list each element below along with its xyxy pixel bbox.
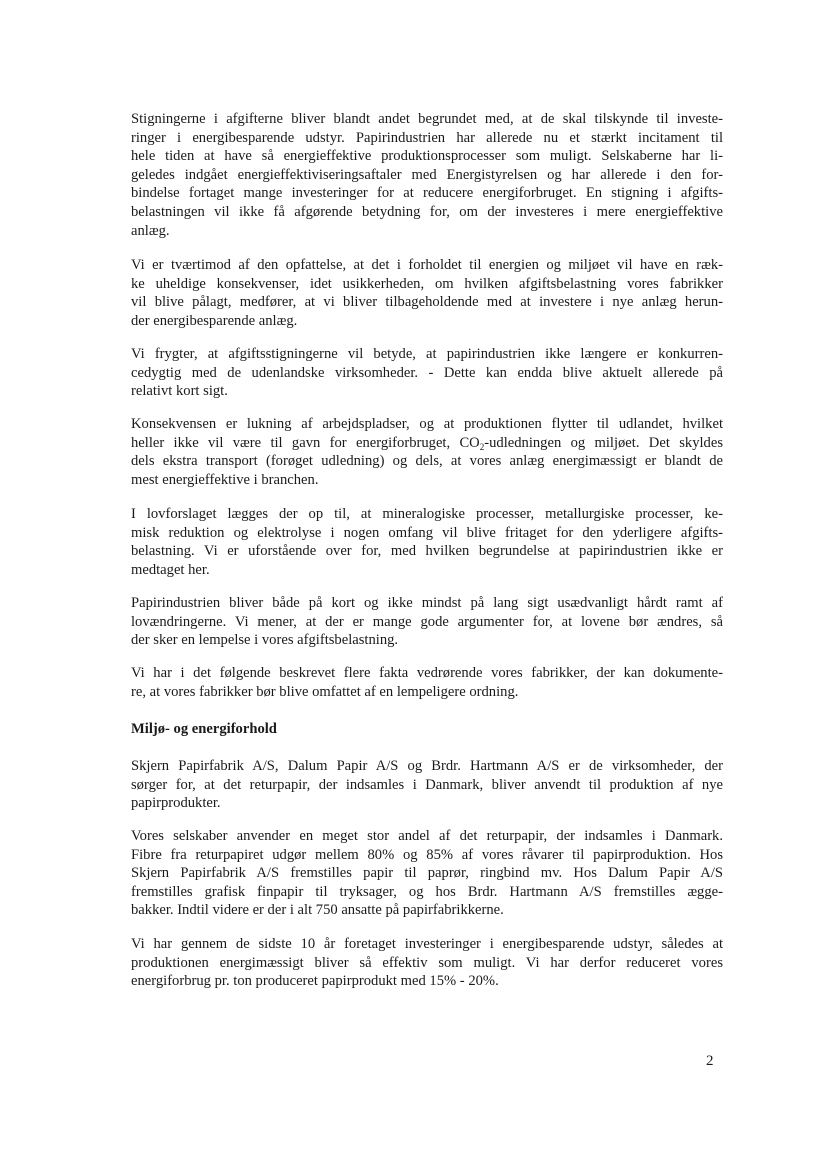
text-line: der energibesparende anlæg. bbox=[131, 312, 298, 329]
text-line: Skjern Papirfabrik A/S fremstilles papir til paprør, ringbind mv. Hos Dalum Papir A/S bbox=[131, 865, 723, 882]
text-line: produktionen energimæssigt bliver så effektiv som muligt. Vi har derfor reduceret vores bbox=[131, 954, 723, 971]
text-line: fremstilles grafisk finpapir til tryksager, og hos Brdr. Hartmann A/S fremstilles ægge- bbox=[131, 883, 723, 900]
text-line: Vores selskaber anvender en meget stor andel af det returpapir, der indsamles i Danmark. bbox=[131, 828, 723, 844]
paragraph-2 bbox=[131, 256, 723, 330]
co2-suffix: -udledningen og miljøet. Det skyldes bbox=[484, 434, 723, 451]
text-line: Vi er tværtimod af den opfattelse, at det i forholdet til energien og miljøet vil have en ræk- bbox=[131, 257, 723, 273]
text-line: mest energieffektive i branchen. bbox=[131, 471, 319, 488]
paragraph-8 bbox=[131, 757, 723, 813]
text-line: dels ekstra transport (forøget udledning) og dels, at vores anlæg energimæssigt er blandt de bbox=[131, 453, 723, 470]
text-line: anlæg. bbox=[131, 222, 170, 239]
text-line: ringer i energibesparende udstyr. Papirindustrien har allerede nu et stærkt incitament til bbox=[131, 129, 723, 146]
page-number: 2 bbox=[706, 1053, 714, 1069]
paragraph-5 bbox=[131, 505, 723, 579]
text-line: papirprodukter. bbox=[131, 795, 221, 812]
text-line: re, at vores fabrikker bør blive omfattet af en lempeligere ordning. bbox=[131, 683, 519, 700]
text-line: hele tiden at have så energieffektive produktionsprocesser som muligt. Selskaberne har li- bbox=[131, 148, 723, 165]
text-line: Stigningerne i afgifterne bliver blandt andet begrundet med, at de skal tilskynde til investe- bbox=[131, 111, 723, 127]
text-line: I lovforslaget lægges der op til, at mineralogiske processer, metallurgiske processer, ke- bbox=[131, 506, 723, 522]
text-line: Konsekvensen er lukning af arbejdspladser, og at produktionen flytter til udlandet, hvilket bbox=[131, 416, 723, 432]
co2-prefix: heller ikke vil være til gavn for energiforbruget, CO bbox=[131, 434, 480, 451]
text-line: Vi frygter, at afgiftsstigningerne vil betyde, at papirindustrien ikke længere er konkurren- bbox=[131, 346, 723, 362]
text-line: lovændringerne. Vi mener, at der er mange gode argumenter for, at lovene bør ændres, så bbox=[131, 613, 723, 630]
text-line: geledes indgået energieffektiviseringsaftaler med Energistyrelsen og har allerede i den for- bbox=[131, 166, 723, 183]
text-line: der sker en lempelse i vores afgiftsbelastning. bbox=[131, 632, 399, 649]
paragraph-7 bbox=[131, 664, 723, 701]
text-line-co2 bbox=[131, 434, 723, 453]
paragraph-3 bbox=[131, 345, 723, 401]
paragraph-10 bbox=[131, 935, 723, 991]
text-line: energiforbrug pr. ton produceret papirprodukt med 15% - 20%. bbox=[131, 973, 499, 990]
text-line: Papirindustrien bliver både på kort og ikke mindst på lang sigt usædvanligt hårdt ramt af bbox=[131, 595, 723, 611]
text-line: Vi har i det følgende beskrevet flere fakta vedrørende vores fabrikker, der kan dokumente- bbox=[131, 665, 723, 681]
text-line: sørger for, at det returpapir, der indsamles i Danmark, bliver anvendt til produktion af nye bbox=[131, 776, 723, 793]
text-line: Vi har gennem de sidste 10 år foretaget investeringer i energibesparende udstyr, således at bbox=[131, 936, 723, 952]
paragraph-9 bbox=[131, 827, 723, 920]
text-line: cedygtig med de udenlandske virksomheder. - Dette kan endda blive aktuelt allerede på bbox=[131, 364, 723, 381]
paragraph-4 bbox=[131, 415, 723, 489]
co2-subscript: 2 bbox=[479, 441, 485, 452]
paragraph-6 bbox=[131, 594, 723, 650]
text-line: ke uheldige konsekvenser, idet usikkerheden, om hvilken afgiftsbelastning vores fabrikker bbox=[131, 275, 723, 292]
text-line: belastningen vil ikke få afgørende betydning for, om der investeres i mere energieffektive bbox=[131, 203, 723, 220]
section-heading: Miljø- og energiforhold bbox=[131, 721, 277, 737]
text-line: relativt kort sigt. bbox=[131, 383, 228, 400]
text-line: belastning. Vi er uforstående over for, med hvilken begrundelse at papirindustrien ikke er bbox=[131, 543, 723, 560]
text-line: misk reduktion og elektrolyse i nogen omfang vil blive fritaget for den yderligere afgifts- bbox=[131, 524, 723, 541]
paragraph-1 bbox=[131, 110, 723, 240]
text-line: medtaget her. bbox=[131, 561, 210, 578]
text-line: Skjern Papirfabrik A/S, Dalum Papir A/S og Brdr. Hartmann A/S er de virksomheder, der bbox=[131, 758, 723, 774]
text-line: vil blive pålagt, medfører, at vi bliver tilbageholdende med at investere i nye anlæg herun- bbox=[131, 294, 723, 311]
text-line: Fibre fra returpapiret udgør mellem 80% og 85% af vores råvarer til papirproduktion. Hos bbox=[131, 846, 723, 863]
text-line: bakker. Indtil videre er der i alt 750 ansatte på papirfabrikkerne. bbox=[131, 902, 504, 919]
text-line: bindelse fortaget mange investeringer for at reducere energiforbruget. En stigning i afgifts- bbox=[131, 185, 723, 202]
